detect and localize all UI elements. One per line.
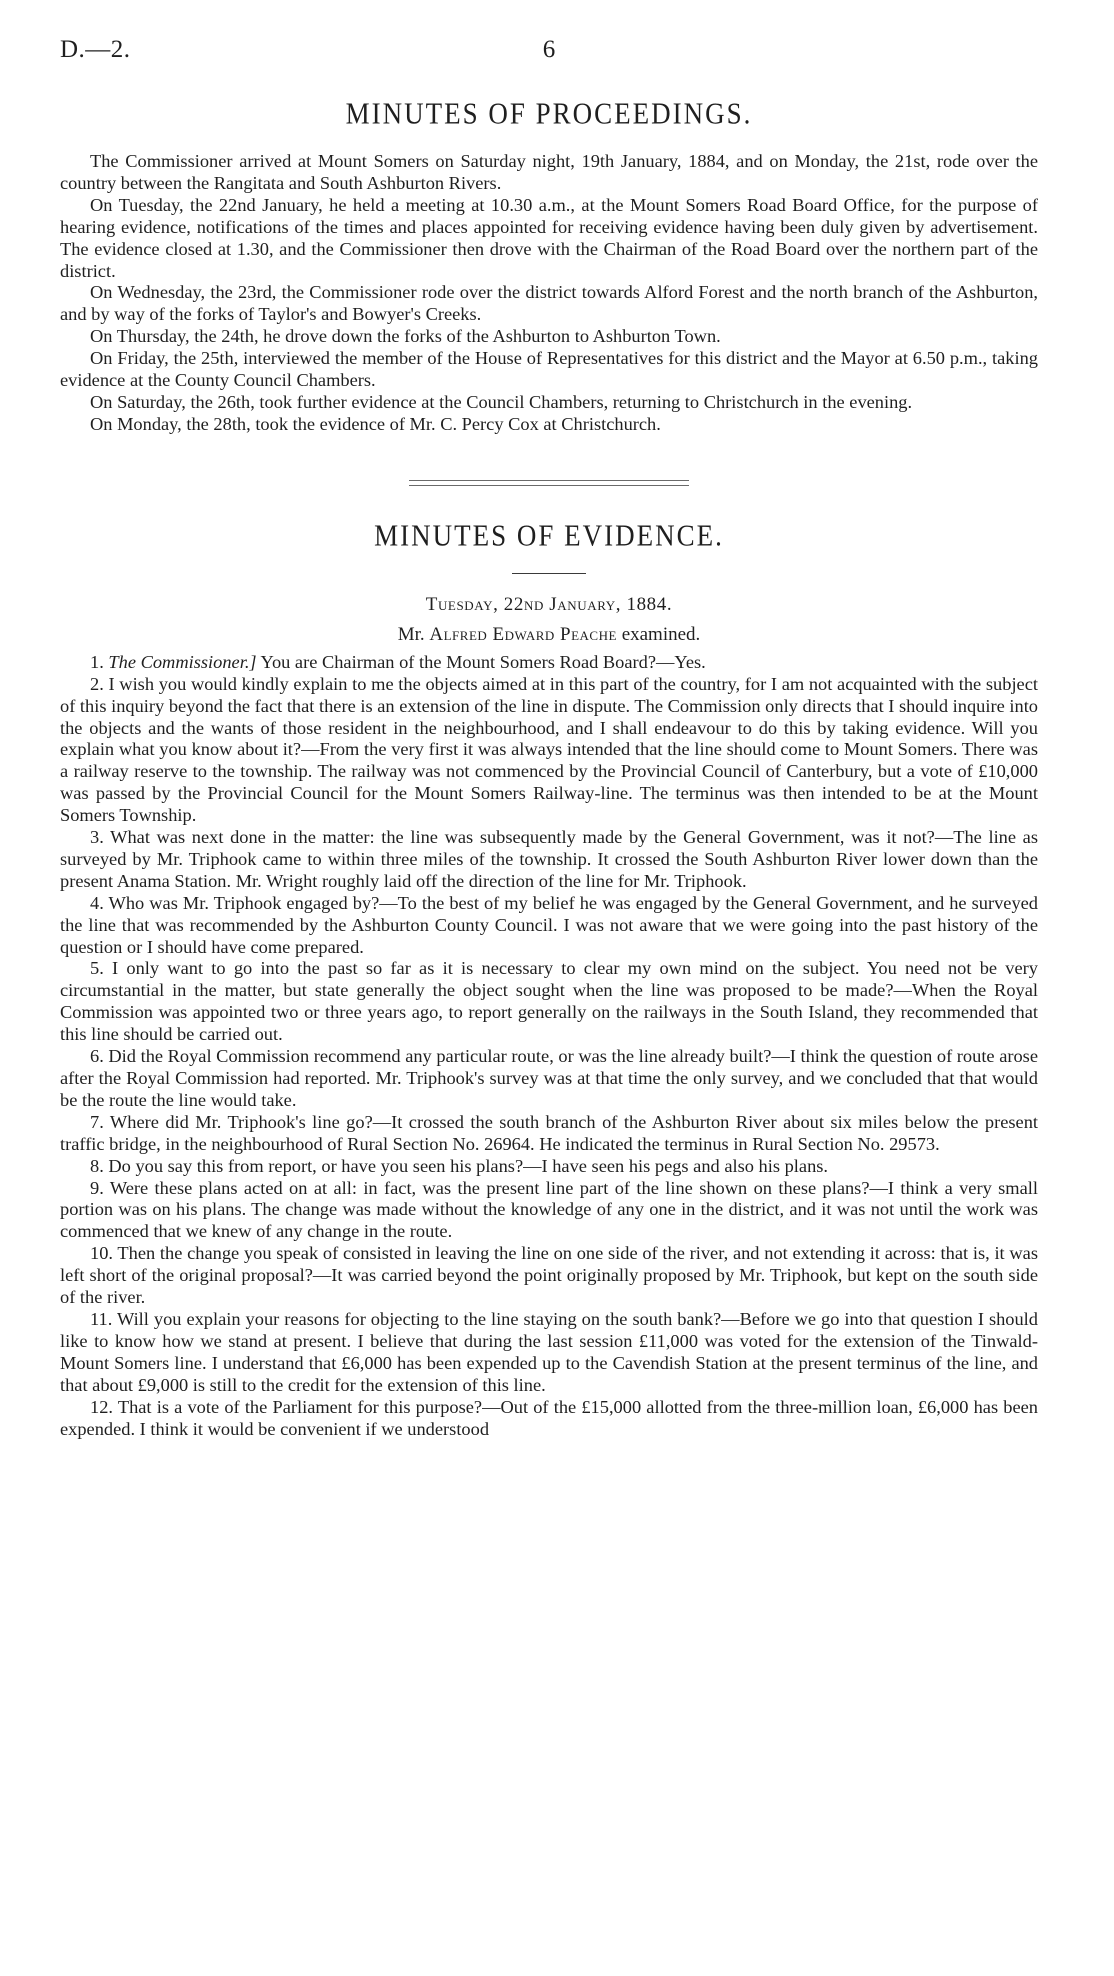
evidence-question: 9. Were these plans acted on at all: in fact, was the present line part of the line shown on these plans?—I think a very small portion was on his plans. The change was made without the knowledge of any one in the district, and it was not until the work was commenced that we knew of any change in the route. (60, 1177, 1038, 1242)
evidence-question: 6. Did the Royal Commission recommend any particular route, or was the line already built?—I think the question of route arose after the Royal Commission had reported. Mr. Triphook's survey was at that time the only survey, and we concluded that that would be the route the line would take. (60, 1046, 1038, 1110)
witness-prefix: Mr. (397, 623, 425, 645)
evidence-question: 8. Do you say this from report, or have you seen his plans?—I have seen his pegs and also his plans. (90, 1155, 829, 1176)
evidence-question: 5. I only want to go into the past so far as it is necessary to clear my own mind on the subject. You need not be very circumstantial in the matter, but state generally the object sought when the line was proposed to be made?—When the Royal Commission was appointed two or three years ago, to report generally on the railways in the South Island, they recommended that this line should be carried out. (60, 958, 1038, 1045)
proceedings-paragraph: On Monday, the 28th, took the evidence of Mr. C. Percy Cox at Christchurch. (90, 413, 661, 434)
evidence-question: 12. That is a vote of the Parliament for this purpose?—Out of the £15,000 allotted from the three-million loan, £6,000 has been expended. I think it would be convenient if we understood (60, 1396, 1038, 1439)
proceedings-paragraph: On Friday, the 25th, interviewed the member of the House of Representatives for this district and the Mayor at 6.50 p.m., taking evidence at the County Council Chambers. (60, 348, 1038, 391)
question-number: 1. (90, 651, 104, 672)
document-reference: D.—2. (60, 36, 131, 63)
title-underline (512, 573, 586, 574)
speaker-label: The Commissioner.] (108, 651, 257, 672)
witness-name: Alfred Edward Peache (429, 623, 617, 645)
document-page (60, 36, 1038, 1956)
evidence-title: MINUTES OF EVIDENCE. (374, 517, 724, 552)
evidence-question: 4. Who was Mr. Triphook engaged by?—To the best of my belief he was engaged by the General Government, and he surveyed the line that was recommended by the Ashburton County Council. I was not aware that we were going into the past history of the question or I should have come prepared. (60, 892, 1038, 957)
evidence-question: 3. What was next done in the matter: the line was subsequently made by the General Government, was it not?—The line as surveyed by Mr. Triphook came to within three miles of the township. It crossed the South Ashburton River lower down than the present Anama Station. Mr. Wright roughly laid off the direction of the line for Mr. Triphook. (60, 827, 1038, 891)
evidence-question: 7. Where did Mr. Triphook's line go?—It crossed the south branch of the Ashburton River about six miles below the present traffic bridge, in the neighbourhood of Rural Section No. 26964. He indicated the terminus in Rural Section No. 29573. (60, 1111, 1038, 1154)
proceedings-paragraph: The Commissioner arrived at Mount Somers on Saturday night, 19th January, 1884, and on Monday, the 21st, rode over the country between the Rangitata and South Ashburton Rivers. (60, 151, 1038, 193)
proceedings-paragraph: On Thursday, the 24th, he drove down the forks of the Ashburton to Ashburton Town. (90, 326, 721, 347)
evidence-question: 11. Will you explain your reasons for objecting to the line staying on the south bank?—Before we go into that question I should like to know how we stand at present. I believe that during the last session £11,000 was voted for the extension of the Tinwald-Mount Somers line. I understand that £6,000 has been expended up to the Cavendish Station at the present terminus of the line, and that about £9,000 is still to the credit for the extension of this line. (60, 1308, 1038, 1395)
page-number: 6 (542, 36, 556, 63)
question-text: You are Chairman of the Mount Somers Road Board?—Yes. (260, 651, 706, 672)
proceedings-paragraph: On Saturday, the 26th, took further evidence at the Council Chambers, returning to Christchurch in the evening. (90, 391, 913, 412)
page-header (60, 36, 1038, 76)
witness-suffix: examined. (621, 623, 701, 645)
section-divider (409, 480, 689, 486)
proceedings-paragraph: On Tuesday, the 22nd January, he held a meeting at 10.30 a.m., at the Mount Somers Road Board Office, for the purpose of hearing evidence, notifications of the times and places appointed for receiving evidence having been duly given by advertisement. The evidence closed at 1.30, and the Commissioner then drove with the Chairman of the Road Board over the northern part of the district. (60, 194, 1038, 281)
evidence-question-1 (60, 652, 1038, 674)
evidence-question: 10. Then the change you speak of consisted in leaving the line on one side of the river, and not extending it across: that is, it was left short of the original proposal?—It was carried beyond the point originally proposed by Mr. Triphook, but kept on the south side of the river. (60, 1243, 1038, 1308)
proceedings-paragraph: On Wednesday, the 23rd, the Commissioner rode over the district towards Alford Forest and the north branch of the Ashburton, and by way of the forks of Taylor's and Bowyer's Creeks. (60, 282, 1038, 325)
witness-heading (60, 624, 1038, 646)
proceedings-body (60, 151, 1038, 436)
evidence-date: Tuesday, 22nd January, 1884. (425, 593, 673, 615)
proceedings-title: MINUTES OF PROCEEDINGS. (345, 95, 753, 131)
evidence-question: 2. I wish you would kindly explain to me the objects aimed at in this part of the country, for I am not acquainted with the subject of this inquiry beyond the fact that there is an extension of the line in dispute. The Commission only directs that I should inquire into the objects and the wants of those resident in the neighbourhood, and I shall endeavour to do this by taking evidence. Will you explain what you know about it?—From the very first it was always intended that the line should come to Mount Somers. There was a railway reserve to the township. The railway was not commenced by the Provincial Council of Canterbury, but a vote of £10,000 was passed by the Provincial Council for the Mount Somers Railway-line. The terminus was then intended to be at the Mount Somers Township. (60, 673, 1038, 826)
evidence-body (60, 652, 1038, 1441)
